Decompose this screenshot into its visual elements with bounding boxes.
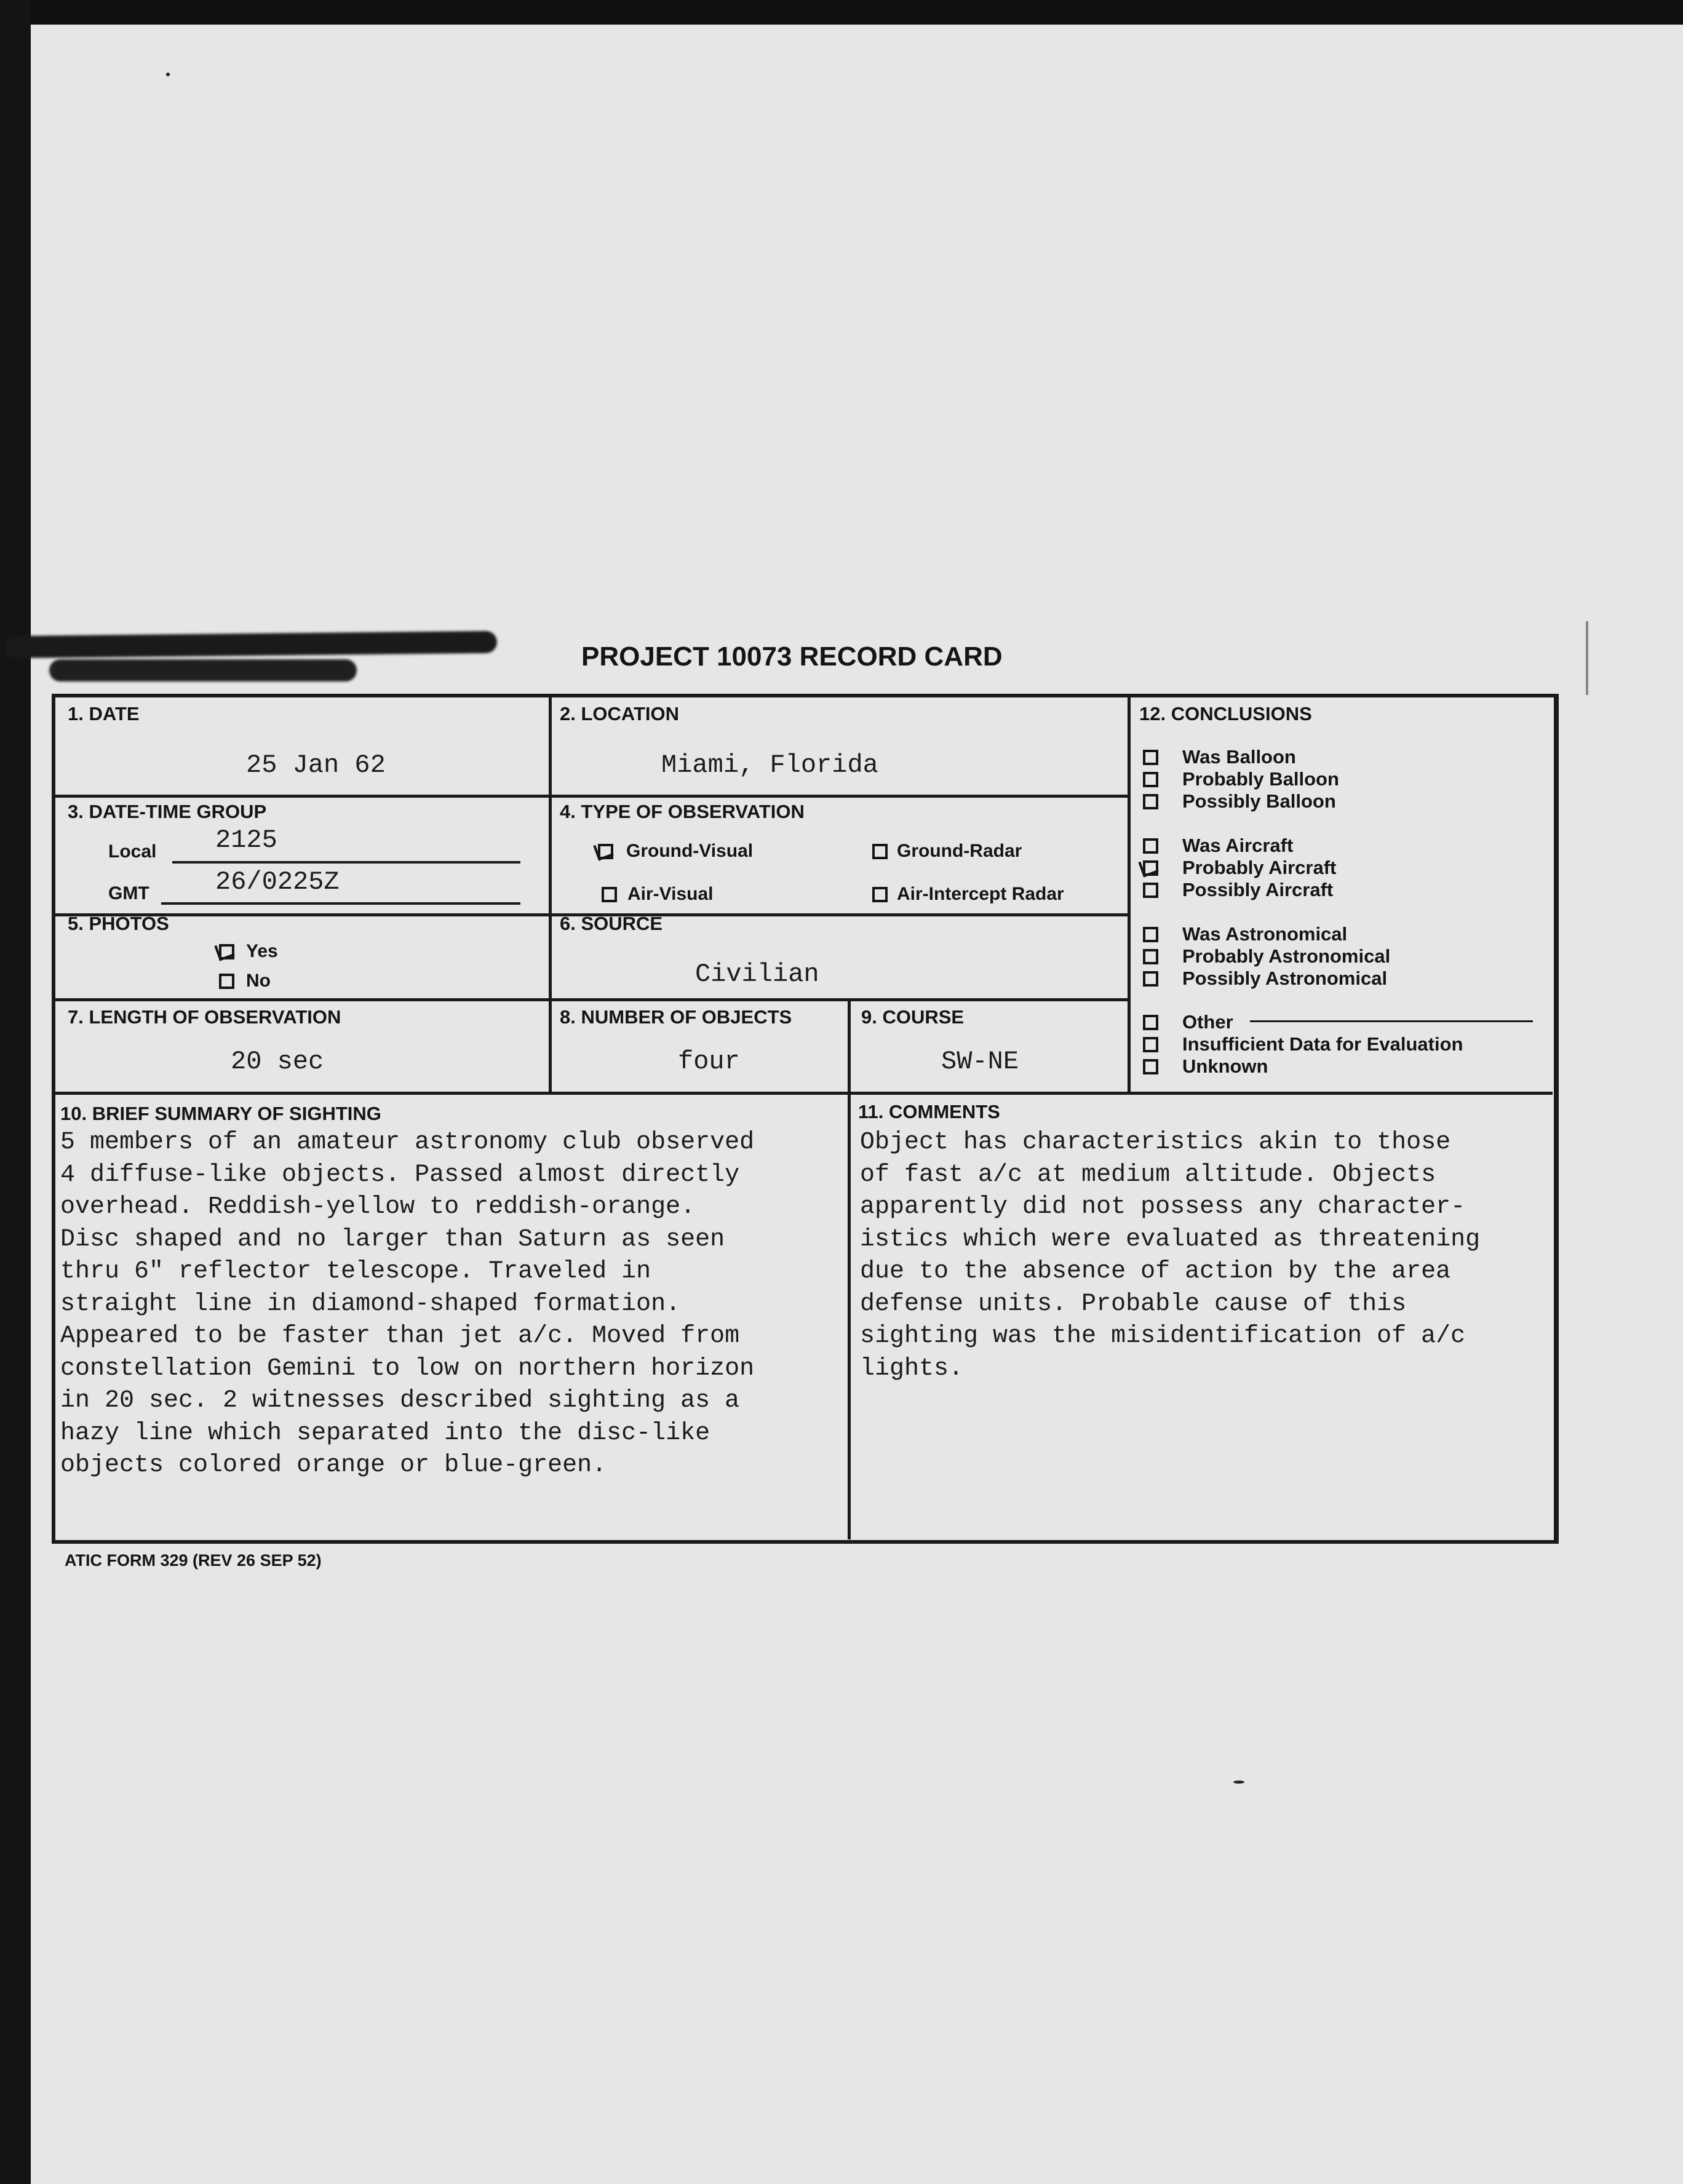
summary-line: hazy line which separated into the disc-like [60,1419,710,1447]
date-label: 1. DATE [68,703,140,725]
air-intercept-radar-checkbox[interactable] [872,887,888,902]
conclusion-label: Unknown [1182,1055,1268,1077]
other-underline [1250,1020,1533,1022]
date-value: 25 Jan 62 [246,750,386,780]
grid-line [1128,694,1131,1094]
conclusion-checkbox-insufficient-data-for-evaluation[interactable] [1143,1037,1158,1052]
photos-yes-label: Yes [246,941,278,961]
summary-label: 10. BRIEF SUMMARY OF SIGHTING [60,1103,381,1124]
location-label: 2. LOCATION [560,703,680,725]
ground-radar-label: Ground-Radar [897,841,1022,861]
form-footer: ATIC FORM 329 (REV 26 SEP 52) [65,1551,322,1570]
conclusion-checkbox-probably-astronomical[interactable] [1143,949,1158,964]
comments-line: lights. [860,1354,964,1383]
summary-line: thru 6" reflector telescope. Traveled in [60,1258,651,1285]
ground-visual-checkbox[interactable] [598,844,613,859]
gmt-time-value: 26/0225Z [215,867,340,897]
local-time-value: 2125 [215,825,277,855]
conclusion-checkbox-was-astronomical[interactable] [1143,927,1158,942]
card-title: PROJECT 10073 RECORD CARD [581,641,1003,672]
summary-line: Appeared to be faster than jet a/c. Moved from [60,1322,740,1350]
photos-label: 5. PHOTOS [68,913,169,934]
source-value: Civilian [695,959,819,989]
conclusion-checkbox-was-balloon[interactable] [1143,750,1158,765]
comments-line: defense units. Probable cause of this [860,1290,1407,1318]
comments-line: due to the absence of action by the area [860,1258,1451,1285]
comments-label: 11. COMMENTS [858,1101,1000,1122]
conclusion-checkbox-was-aircraft[interactable] [1143,838,1158,854]
scan-border-left [0,0,31,2184]
summary-line: Disc shaped and no larger than Saturn as seen [60,1225,725,1253]
comments-line: sighting was the misidentification of a/c [860,1322,1466,1350]
conclusion-checkbox-probably-aircraft[interactable] [1143,860,1158,876]
air-visual-checkbox[interactable] [602,887,617,902]
grid-line [52,1092,1553,1095]
scan-speck [1233,1781,1244,1784]
summary-line: objects colored orange or blue-green. [60,1451,607,1479]
conclusion-label: Other [1182,1011,1233,1033]
conclusions-label: 12. CONCLUSIONS [1139,703,1312,725]
conclusion-label: Insufficient Data for Evaluation [1182,1033,1463,1055]
grid-line [52,795,550,798]
grid-line [550,795,1128,798]
grid-line [549,694,552,1094]
conclusion-label: Probably Balloon [1182,768,1339,790]
local-label: Local [108,841,157,862]
air-intercept-radar-label: Air-Intercept Radar [897,884,1064,904]
grid-line [52,998,1128,1001]
length-of-observation-label: 7. LENGTH OF OBSERVATION [68,1006,341,1028]
conclusion-checkbox-possibly-aircraft[interactable] [1143,883,1158,898]
conclusion-label: Possibly Aircraft [1182,879,1334,900]
conclusion-label: Possibly Astronomical [1182,967,1388,989]
local-underline [172,861,520,864]
scan-line [1586,621,1588,695]
conclusion-label: Probably Astronomical [1182,945,1391,967]
conclusion-checkbox-unknown[interactable] [1143,1059,1158,1074]
course-value: SW-NE [941,1047,1019,1076]
location-value: Miami, Florida [661,750,878,780]
comments-line: of fast a/c at medium altitude. Objects [860,1161,1436,1189]
conclusion-checkbox-possibly-astronomical[interactable] [1143,971,1158,987]
conclusion-label: Was Aircraft [1182,835,1294,856]
conclusion-label: Probably Aircraft [1182,857,1337,878]
course-label: 9. COURSE [861,1006,965,1028]
photos-yes-checkbox[interactable] [219,944,234,959]
redaction-mark [49,659,357,681]
comments-line: apparently did not possess any character- [860,1193,1466,1221]
conclusion-label: Possibly Balloon [1182,790,1336,812]
gmt-underline [161,902,520,905]
comments-line: istics which were evaluated as threatening [860,1225,1481,1253]
conclusion-label: Was Balloon [1182,746,1296,768]
summary-line: overhead. Reddish-yellow to reddish-orange. [60,1193,696,1221]
conclusion-checkbox-probably-balloon[interactable] [1143,772,1158,787]
type-of-observation-label: 4. TYPE OF OBSERVATION [560,801,805,822]
conclusion-checkbox-other[interactable] [1143,1015,1158,1030]
scan-speck [166,73,170,76]
comments-line: Object has characteristics akin to those [860,1129,1451,1156]
summary-line: in 20 sec. 2 witnesses described sighting as a [60,1387,740,1415]
scan-border-top [0,0,1683,25]
conclusion-label: Was Astronomical [1182,923,1348,945]
source-label: 6. SOURCE [560,913,663,934]
gmt-label: GMT [108,883,149,903]
grid-line [848,998,851,1539]
length-of-observation-value: 20 sec [231,1047,324,1076]
summary-line: 5 members of an amateur astronomy club observed [60,1129,755,1156]
number-of-objects-label: 8. NUMBER OF OBJECTS [560,1006,792,1028]
summary-line: constellation Gemini to low on northern horizon [60,1354,755,1383]
air-visual-label: Air-Visual [627,884,714,904]
ground-visual-label: Ground-Visual [626,841,754,861]
summary-line: 4 diffuse-like objects. Passed almost directly [60,1161,740,1189]
ground-radar-checkbox[interactable] [872,844,888,859]
number-of-objects-value: four [678,1047,740,1076]
photos-no-checkbox[interactable] [219,974,234,989]
conclusion-checkbox-possibly-balloon[interactable] [1143,794,1158,809]
date-time-group-label: 3. DATE-TIME GROUP [68,801,267,822]
summary-line: straight line in diamond-shaped formation. [60,1290,681,1318]
photos-no-label: No [246,971,271,991]
